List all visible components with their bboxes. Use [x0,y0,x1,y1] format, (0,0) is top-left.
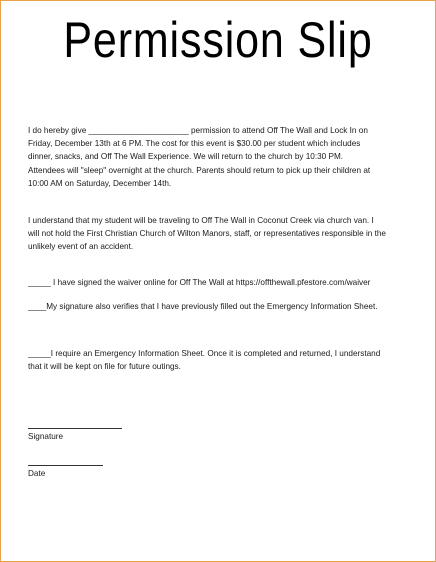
waiver-statement [28,276,406,289]
signature-block [28,428,122,441]
date-line [28,465,103,466]
date-block [28,465,103,478]
paragraph-line: dinner, snacks, and Off The Wall Experience. We will return to the church by 10:30 PM. [28,152,344,162]
page-title: Permission Slip [63,12,373,68]
paragraph-line: ____My signature also verifies that I have previously filled out the Emergency Information Sheet. [28,302,378,311]
paragraph-line: unlikely event of an accident. [28,242,134,252]
paragraph-line: that it will be kept on file for future outings. [28,362,181,372]
paragraph-line: 10:00 AM on Saturday, December 14th. [28,178,172,188]
signature-label: Signature [28,432,64,441]
liability-paragraph [28,214,406,254]
paragraph-line: _____I require an Emergency Information Sheet. Once it is completed and returned, I understand [28,349,381,358]
paragraph-line: will not hold the First Christian Church of Wilton Manors, staff, or representatives responsible in the [28,229,386,239]
paragraph-line: Attendees will "sleep" overnight at the church. Parents should return to pick up their children at [28,165,371,175]
paragraph-line: _____ I have signed the waiver online for Off The Wall at https://offthewall.pfestore.com/waiver [28,278,371,287]
signature-line [28,428,122,429]
emergency-info-statement [28,347,406,373]
paragraph-line: Friday, December 13th at 6 PM. The cost for this event is $30.00 per student which includes [28,139,361,149]
paragraph-line: I do hereby give ______________________ permission to attend Off The Wall and Lock In on [28,126,368,135]
event-details-paragraph [28,124,406,190]
signature-verification-statement [28,300,406,313]
date-label: Date [28,469,46,478]
paragraph-line: I understand that my student will be traveling to Off The Wall in Coconut Creek via church van. I [28,216,374,225]
